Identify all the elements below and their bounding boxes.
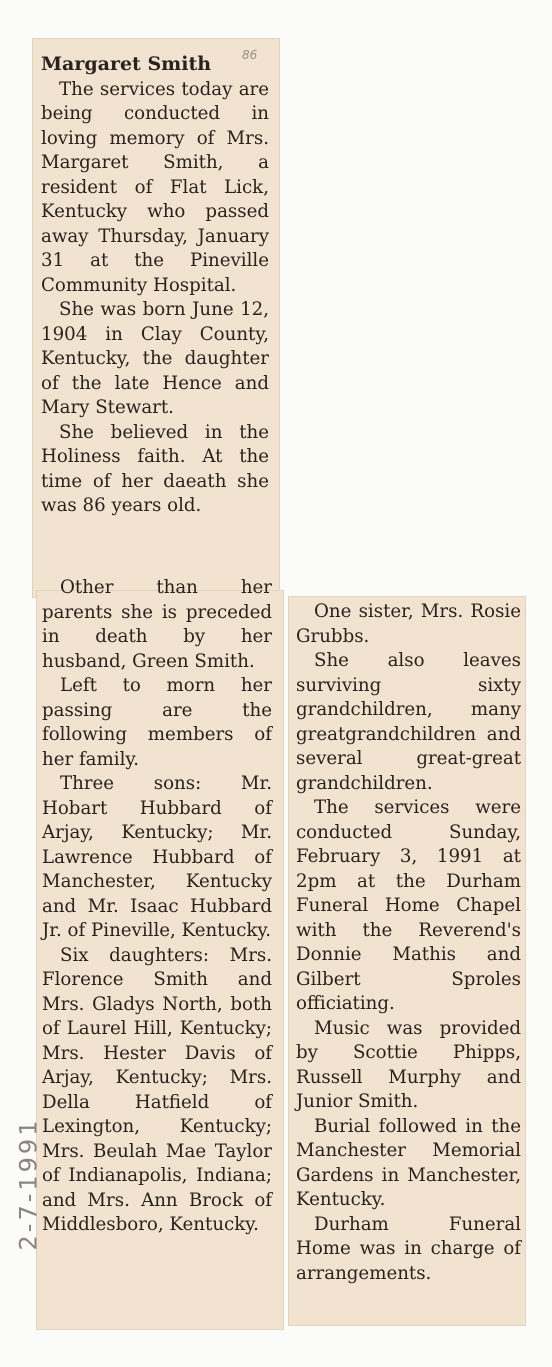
paragraph: Other than her parents she is preceded in death by her husband, Green Smith.	[42, 577, 272, 672]
paragraph: Burial followed in the Manchester Memorial Gardens in Manchester, Kentucky.	[296, 1115, 521, 1210]
paragraph: Durham Funeral Home was in charge of arrangements.	[296, 1213, 521, 1284]
paragraph: Three sons: Mr. Hobart Hubbard of Arjay, Kentucky; Mr. Lawrence Hubbard of Manchester, Kentucky and Mr. Isaac Hubbard Jr. of Pineville, Kentucky.	[42, 773, 272, 941]
handwritten-date: 2-7-1991	[14, 1117, 43, 1251]
paragraph: One sister, Mrs. Rosie Grubbs.	[296, 601, 521, 647]
obituary-column-left-top	[41, 52, 269, 519]
obituary-column-left-bottom	[42, 576, 272, 1238]
paragraph: The services today are being conducted in loving memory of Mrs. Margaret Smith, a resident of Flat Lick, Kentucky who passed away Thursday, January 31 at the Pineville Community Hospital.	[41, 78, 269, 296]
paragraph: The services were conducted Sunday, February 3, 1991 at 2pm at the Durham Funeral Home Chapel with the Reverend's Donnie Mathis and Gilbert Sproles officiating.	[296, 797, 521, 1014]
paragraph: She believed in the Holiness faith. At the time of her daeath she was 86 years old.	[41, 421, 269, 516]
paragraph: Left to morn her passing are the following members of her family.	[42, 675, 272, 770]
paragraph: She also leaves surviving sixty grandchildren, many greatgrandchildren and several great-great grandchildren.	[296, 650, 521, 794]
paragraph: She was born June 12, 1904 in Clay County, Kentucky, the daughter of the late Hence and Mary Stewart.	[41, 299, 269, 418]
margin-note: 86	[242, 48, 258, 62]
paragraph: Six daughters: Mrs. Florence Smith and Mrs. Gladys North, both of Laurel Hill, Kentucky; Mrs. Hester Davis of Arjay, Kentucky; Mrs. Della Hatfield of Lexington, Kentucky; Mrs. Beulah Mae Taylor of Indianapolis, Indiana; and Mrs. Ann Brock of Middlesboro, Kentucky.	[42, 944, 272, 1235]
paragraph: Music was provided by Scottie Phipps, Russell Murphy and Junior Smith.	[296, 1017, 521, 1112]
obituary-headline: Margaret Smith	[41, 53, 212, 75]
obituary-column-right	[296, 600, 521, 1286]
